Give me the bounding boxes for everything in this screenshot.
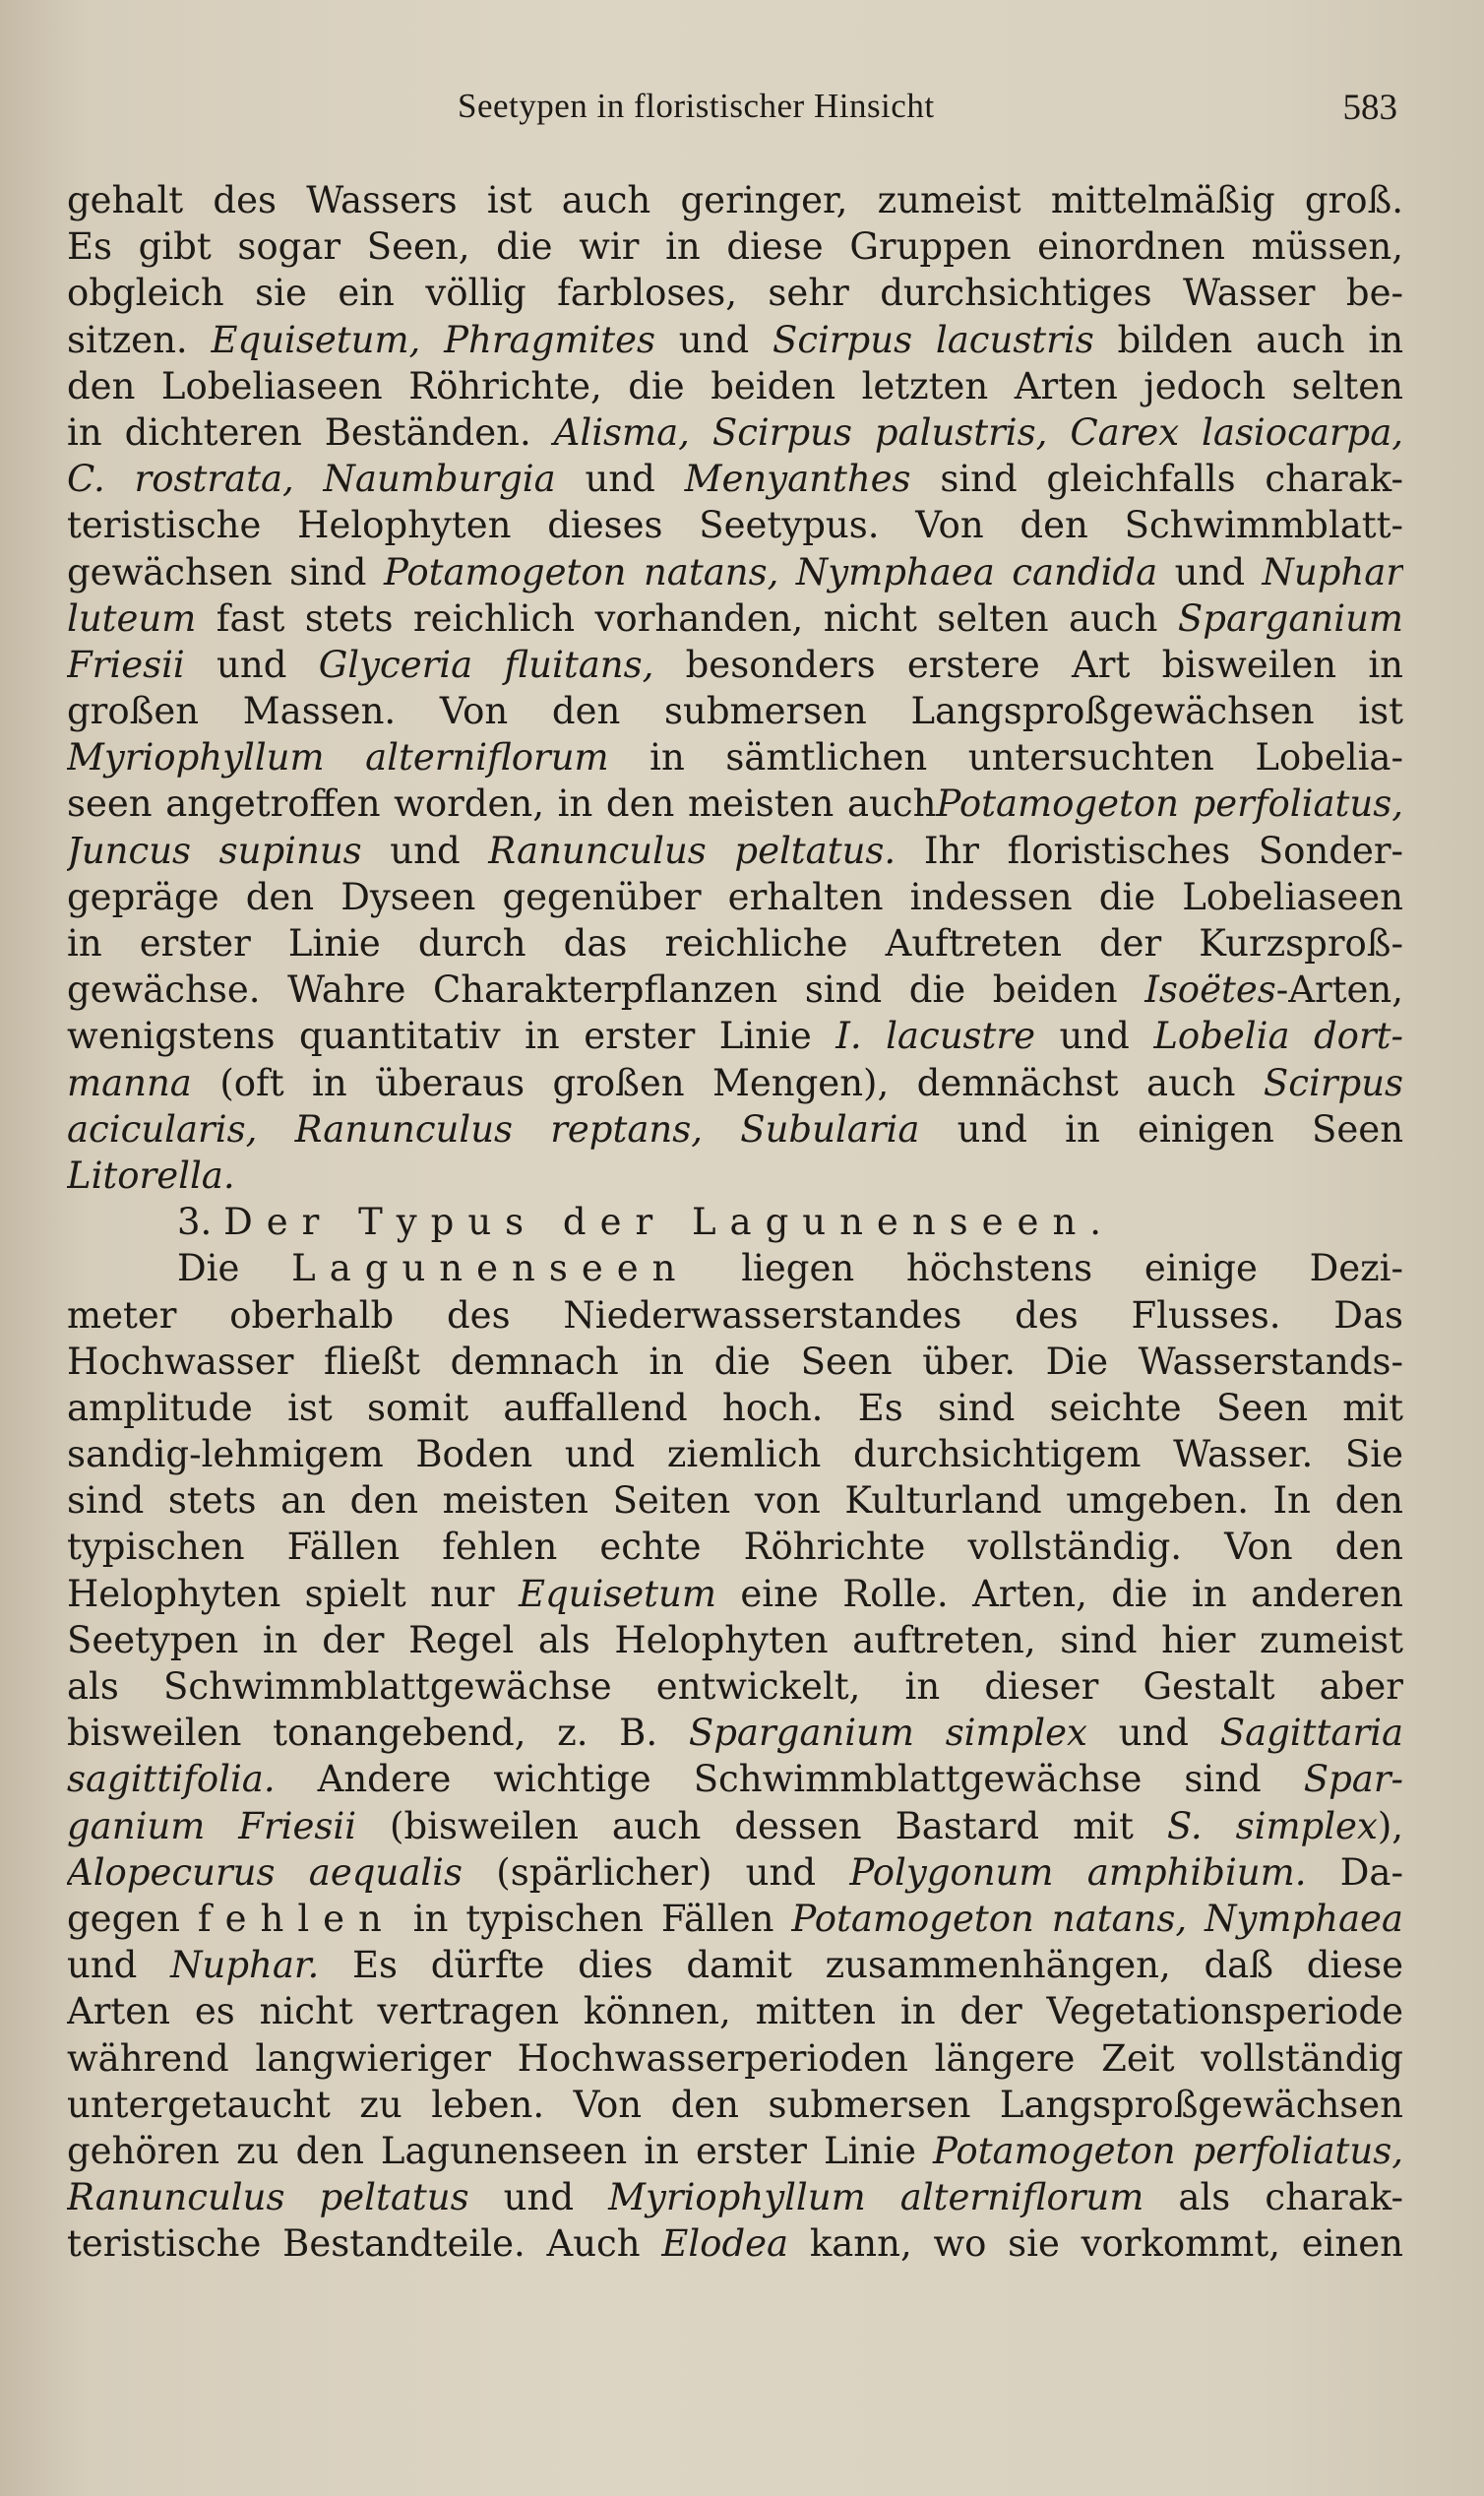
text-line: manna (oft in überaus großen Mengen), demnächst auch Scirpus xyxy=(67,1061,1403,1104)
text-line: in dichteren Beständen. Alisma, Scirpus palustris, Carex lasiocarpa, xyxy=(67,410,1403,454)
text-line: Alopecurus aequalis (spärlicher) und Polygonum amphibium. Da- xyxy=(67,1850,1403,1894)
text-line: amplitude ist somit auffallend hoch. Es sind seichte Seen mit xyxy=(67,1386,1403,1429)
text-line: Litorella. xyxy=(67,1154,235,1197)
text-line: gewächse. Wahre Charakterpflanzen sind die beiden Isoëtes-Arten, xyxy=(67,968,1403,1012)
text-line: Es gibt sogar Seen, die wir in diese Gruppen einordnen müssen, xyxy=(67,225,1403,269)
text-line: bisweilen tonangebend, z. B. Sparganium simplex und Sagittaria xyxy=(67,1712,1403,1755)
text-line: Juncus supinus und Ranunculus peltatus. Ihr floristisches Sonder- xyxy=(67,829,1403,872)
text-line: acicularis, Ranunculus reptans, Subularia und in einigen Seen xyxy=(67,1107,1403,1151)
text-line: den Lobeliaseen Röhrichte, die beiden letzten Arten jedoch selten xyxy=(67,364,1403,407)
text-line: sagittifolia. Andere wichtige Schwimmblattgewächse sind Spar- xyxy=(67,1758,1403,1801)
text-line: Myriophyllum alterniflorum in sämtlichen untersuchten Lobelia- xyxy=(67,736,1403,780)
text-line: Ranunculus peltatus und Myriophyllum alterniflorum als charak- xyxy=(67,2176,1403,2219)
text-line: gepräge den Dyseen gegenüber erhalten indessen die Lobeliaseen xyxy=(67,875,1403,918)
text-line: großen Massen. Von den submersen Langsproßgewächsen ist xyxy=(67,690,1403,733)
section-heading: 3. Der Typus der Lagunenseen. xyxy=(177,1201,1116,1244)
text-line: Arten es nicht vertragen können, mitten in der Vegetationsperiode xyxy=(67,1990,1403,2033)
text-line: teristische Bestandteile. Auch Elodea kann, wo sie vorkommt, einen xyxy=(67,2222,1403,2266)
text-line: gehören zu den Lagunenseen in erster Linie Potamogeton perfoliatus, xyxy=(67,2129,1403,2172)
running-title: Seetypen in floristischer Hinsicht xyxy=(458,87,935,125)
text-line: Seetypen in der Regel als Helophyten auftreten, sind hier zumeist xyxy=(67,1618,1403,1661)
text-line: gegen fehlen in typischen Fällen Potamogeton natans, Nymphaea xyxy=(67,1897,1403,1940)
text-line: gewächsen sind Potamogeton natans, Nymphaea candida und Nuphar xyxy=(67,550,1403,593)
text-line: wenigstens quantitativ in erster Linie I. lacustre und Lobelia dort- xyxy=(67,1015,1403,1058)
text-line: während langwieriger Hochwasserperioden längere Zeit vollständig xyxy=(67,2036,1403,2080)
text-line: seen angetroffen worden, in den meisten auchPotamogeton perfoliatus, xyxy=(67,782,1403,826)
running-header xyxy=(0,87,1484,136)
text-line: meter oberhalb des Niederwasserstandes des Flusses. Das xyxy=(67,1293,1403,1337)
text-line: sind stets an den meisten Seiten von Kulturland umgeben. In den xyxy=(67,1479,1403,1523)
text-line: ganium Friesii (bisweilen auch dessen Bastard mit S. simplex), xyxy=(67,1804,1403,1847)
text-line: gehalt des Wassers ist auch geringer, zumeist mittelmäßig groß. xyxy=(67,179,1403,221)
text-line: obgleich sie ein völlig farbloses, sehr durchsichtiges Wasser be- xyxy=(67,272,1403,315)
text-line: sitzen. Equisetum, Phragmites und Scirpus lacustris bilden auch in xyxy=(67,318,1403,361)
text-line: Hochwasser fließt demnach in die Seen über. Die Wasserstands- xyxy=(67,1340,1403,1383)
text-line: untergetaucht zu leben. Von den submersen Langsproßgewächsen xyxy=(67,2083,1403,2126)
text-line: teristische Helophyten dieses Seetypus. Von den Schwimmblatt- xyxy=(67,504,1403,547)
text-line: Friesii und Glyceria fluitans, besonders erstere Art bisweilen in xyxy=(67,643,1403,686)
text-line: C. rostrata, Naumburgia und Menyanthes sind gleichfalls charak- xyxy=(67,458,1403,501)
text-line: Die Lagunenseen liegen höchstens einige Dezi- xyxy=(177,1247,1403,1290)
text-line: als Schwimmblattgewächse entwickelt, in dieser Gestalt aber xyxy=(67,1665,1403,1708)
body-text xyxy=(67,177,1403,2267)
text-line: typischen Fällen fehlen echte Röhrichte vollständig. Von den xyxy=(67,1526,1403,1569)
text-line: Helophyten spielt nur Equisetum eine Rolle. Arten, die in anderen xyxy=(67,1572,1403,1615)
text-line: luteum fast stets reichlich vorhanden, nicht selten auch Sparganium xyxy=(67,596,1403,640)
text-line: in erster Linie durch das reichliche Auftreten der Kurzsproß- xyxy=(67,922,1403,965)
text-line: sandig-lehmigem Boden und ziemlich durchsichtigem Wasser. Sie xyxy=(67,1433,1403,1476)
text-line: und Nuphar. Es dürfte dies damit zusammenhängen, daß diese xyxy=(67,1944,1403,1987)
page-number: 583 xyxy=(1342,88,1397,128)
